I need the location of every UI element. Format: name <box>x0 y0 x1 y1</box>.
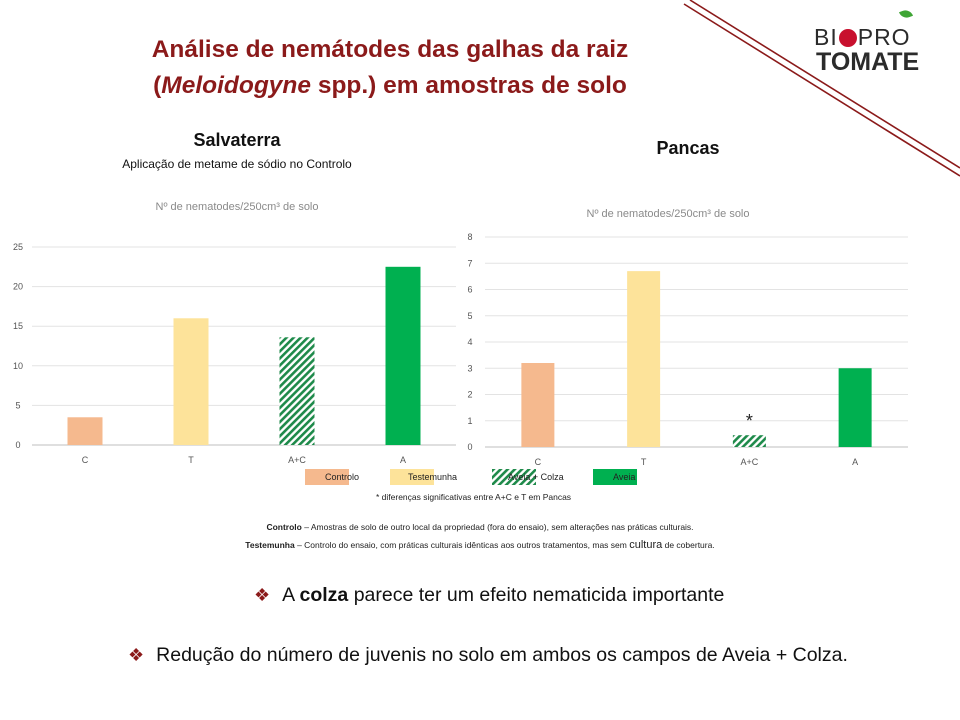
bullet-text: A <box>282 584 300 606</box>
legend-label: Aveia <box>613 472 636 482</box>
bullet-text: Redução do número de juvenis no solo em ambos os campos de Aveia + Colza. <box>156 644 848 666</box>
bullet-1 <box>254 584 724 607</box>
chart1-ylabel: Nº de nematodes/250cm³ de solo <box>155 201 319 213</box>
chart2-title: Pancas <box>656 138 720 158</box>
bar-t <box>627 271 660 447</box>
y-tick-label: 10 <box>12 360 24 371</box>
title-species: Meloidogyne <box>161 72 312 99</box>
bullet-bold: colza <box>299 584 349 606</box>
definitions <box>140 518 820 554</box>
title-paren: ( <box>153 72 162 99</box>
chart-pancas <box>467 232 908 467</box>
y-tick-label: 0 <box>15 440 21 450</box>
definition-text-big: cultura <box>629 539 663 551</box>
legend-label: Testemunha <box>408 472 458 482</box>
y-tick-label: 6 <box>467 284 473 295</box>
y-tick-label: 15 <box>12 321 24 332</box>
definition-testemunha <box>140 536 820 554</box>
logo-part1: BI <box>814 24 838 50</box>
chart-salvaterra <box>13 242 456 465</box>
chart1-title: Salvaterra <box>193 130 281 150</box>
bullet-2 <box>128 644 848 667</box>
definition-text: – Controlo do ensaio, com práticas culturais idênticas aos outros tratamentos, mas sem <box>294 540 630 550</box>
y-tick-label: 0 <box>467 442 473 452</box>
chart2-ylabel: Nº de nematodes/250cm³ de solo <box>586 208 750 220</box>
y-tick-label: 3 <box>467 363 473 374</box>
title-line1: Análise de nemátodes das galhas da raiz <box>151 36 629 63</box>
x-category-label: A <box>399 455 407 465</box>
y-tick-label: 4 <box>467 337 473 347</box>
diamond-bullet-icon: ❖ <box>254 585 271 605</box>
y-tick-label: 5 <box>467 310 473 321</box>
y-tick-label: 1 <box>467 415 473 426</box>
bar-a <box>386 267 421 445</box>
definition-text-end: de cobertura. <box>662 540 715 550</box>
bar-a <box>839 368 872 447</box>
diamond-bullet-icon: ❖ <box>128 645 145 665</box>
y-tick-label: 7 <box>467 258 473 269</box>
y-tick-label: 25 <box>12 242 24 252</box>
x-category-label: A+C <box>288 455 306 465</box>
legend-label: Controlo <box>325 472 360 482</box>
logo-part3: TOMATE <box>816 48 920 76</box>
bar-t <box>174 318 209 445</box>
logo-part2: PRO <box>857 24 911 50</box>
y-tick-label: 2 <box>467 389 473 400</box>
chart1-subtitle: Aplicação de metame de sódio no Controlo <box>122 157 352 171</box>
bar-a-c <box>280 337 315 445</box>
x-category-label: T <box>188 455 194 465</box>
x-category-label: C <box>81 455 89 465</box>
legend-label: Aveia + Colza <box>508 472 564 482</box>
title-rest: spp.) em amostras de solo <box>311 72 627 99</box>
y-tick-label: 20 <box>12 281 24 292</box>
definition-text: – Amostras de solo de outro local da propriedad (fora do ensaio), sem alterações nas práticas culturais. <box>301 522 694 532</box>
bar-a-c <box>733 435 766 447</box>
y-tick-label: 8 <box>467 232 473 242</box>
bar-c <box>521 363 554 447</box>
significance-asterisk: * <box>745 411 753 432</box>
definition-controlo <box>140 518 820 536</box>
definition-term: Testemunha <box>245 540 295 550</box>
x-category-label: T <box>640 457 647 467</box>
y-tick-label: 5 <box>15 400 21 411</box>
x-category-label: A <box>852 457 859 467</box>
bullet-text-end: parece ter um efeito nematicida importante <box>348 584 725 606</box>
significance-footnote: * diferenças significativas entre A+C e T em Pancas <box>376 492 572 502</box>
bar-c <box>68 417 103 445</box>
x-category-label: C <box>534 457 542 467</box>
x-category-label: A+C <box>740 457 759 467</box>
definition-term: Controlo <box>266 522 302 532</box>
